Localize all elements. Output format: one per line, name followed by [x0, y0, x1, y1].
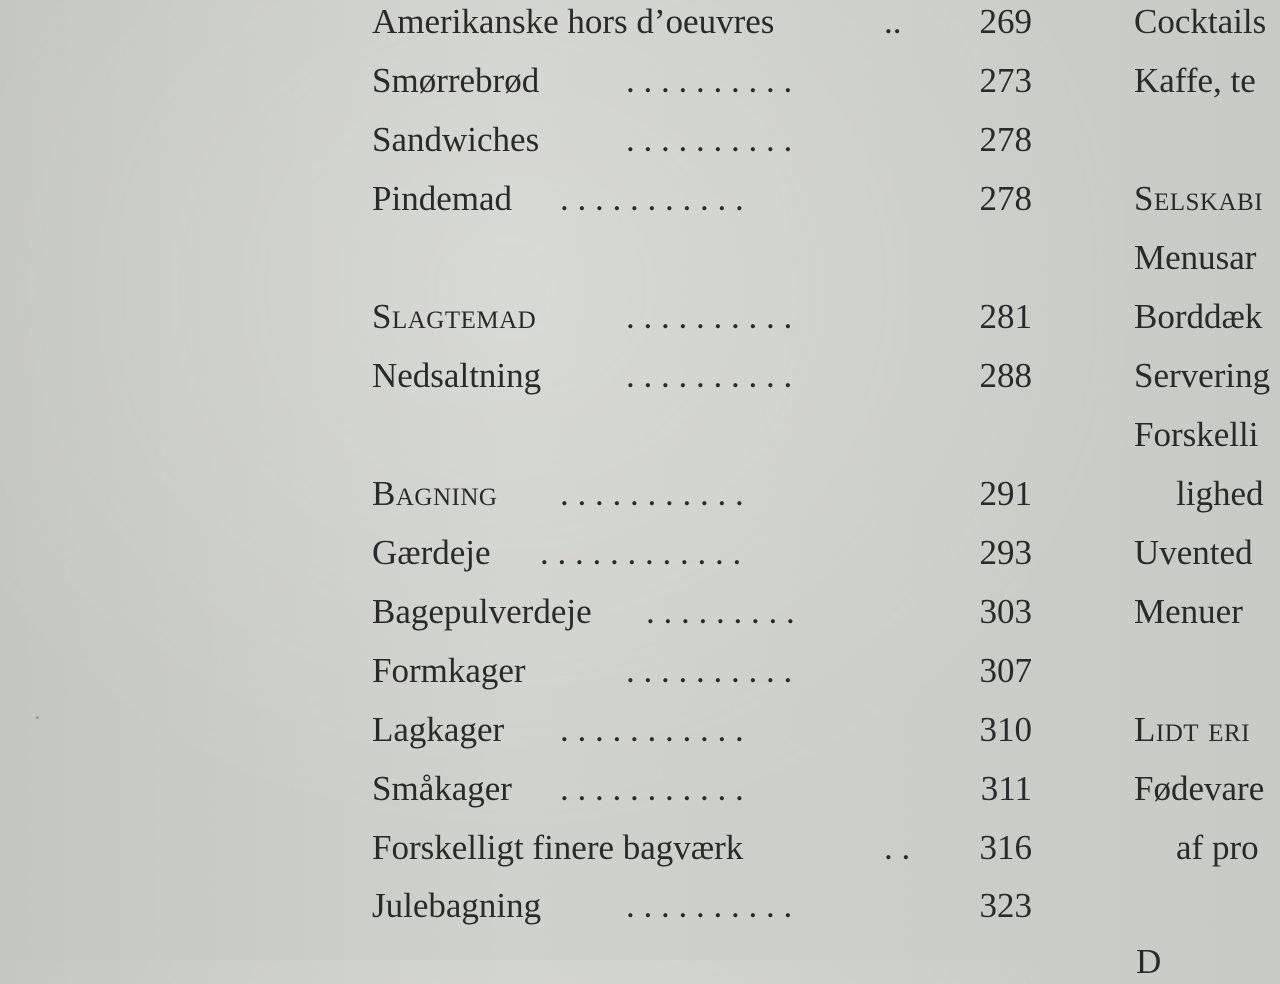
toc-entry-title: Bagepulverdeje [372, 592, 592, 631]
toc-entry-dots: . . . . . . . . . . . . [540, 533, 742, 572]
toc-entry-dots: . . . . . . . . . . [626, 651, 793, 690]
toc-entry-dots: . . . . . . . . . . [626, 120, 793, 159]
toc-section-heading-partial: Lidt eri [1134, 710, 1251, 749]
toc-entry-partial: Servering [1134, 356, 1271, 395]
toc-entry-page: 269 [979, 2, 1032, 41]
toc-entry-page: 273 [979, 61, 1032, 100]
toc-entry-page: 316 [979, 828, 1032, 867]
toc-entry-dots: . . . . . . . . . . . [560, 710, 744, 749]
toc-entry-page: 278 [979, 179, 1032, 218]
toc-entry-title: Amerikanske hors d’oeuvres [372, 2, 775, 41]
toc-entry-title: Pindemad [372, 179, 512, 218]
toc-entry-partial: lighed [1176, 474, 1264, 513]
toc-entry-title: Småkager [372, 769, 512, 808]
toc-entry-title: Lagkager [372, 710, 505, 749]
toc-entry-dots: . . . . . . . . . . . [560, 769, 744, 808]
toc-entry-title: Sandwiches [372, 120, 540, 159]
toc-entry-partial: Uvented [1134, 533, 1253, 572]
toc-entry-page: 278 [979, 120, 1032, 159]
toc-entry-partial: af pro [1176, 828, 1259, 867]
toc-entry-dots: . . . . . . . . . . [626, 886, 793, 925]
toc-entry-page: 307 [979, 651, 1032, 690]
toc-entry-dots: . . . . . . . . . . . [560, 179, 744, 218]
toc-right-column [1134, 0, 1280, 960]
toc-entry-title: Slagtemad [372, 297, 537, 336]
toc-entry-title: Julebagning [372, 886, 542, 925]
toc-entry-page: 293 [979, 533, 1032, 572]
toc-entry-partial: Kaffe, te [1134, 61, 1256, 100]
toc-entry-page: 311 [980, 769, 1032, 808]
toc-entry-title: Formkager [372, 651, 526, 690]
toc-entry-title: Bagning [372, 474, 498, 513]
toc-entry-partial: Menusar [1134, 238, 1257, 277]
toc-entry-dots: . . . . . . . . . . [626, 297, 793, 336]
toc-entry-page: 323 [979, 886, 1032, 925]
toc-entry-partial: Menuer [1134, 592, 1243, 631]
toc-entry-page: 288 [979, 356, 1032, 395]
toc-entry-dots: . . . . . . . . . . . [560, 474, 744, 513]
toc-entry-dots: .. [884, 2, 902, 41]
toc-entry-title: Forskelligt finere bagværk [372, 828, 744, 867]
toc-entry-partial: Cocktails [1134, 2, 1267, 41]
toc-entry-partial: Fødevare [1134, 769, 1265, 808]
toc-heading-cutoff: D [1136, 942, 1162, 981]
toc-entry-page: 310 [979, 710, 1032, 749]
toc-entry-page: 291 [979, 474, 1032, 513]
paper-speck [36, 716, 39, 719]
toc-entry-page: 281 [979, 297, 1032, 336]
toc-entry-title: Smørrebrød [372, 61, 540, 100]
toc-entry-page: 303 [979, 592, 1032, 631]
toc-entry-dots: . . . . . . . . . [646, 592, 795, 631]
toc-entry-partial: Forskelli [1134, 415, 1259, 454]
toc-entry-dots: . . . . . . . . . . [626, 356, 793, 395]
toc-section-heading-partial: Selskabi [1134, 179, 1264, 218]
toc-entry-dots: . . [884, 828, 911, 867]
toc-entry-dots: . . . . . . . . . . [626, 61, 793, 100]
toc-entry-title: Nedsaltning [372, 356, 542, 395]
toc-entry-title: Gærdeje [372, 533, 491, 572]
toc-entry-partial: Borddæk [1134, 297, 1263, 336]
